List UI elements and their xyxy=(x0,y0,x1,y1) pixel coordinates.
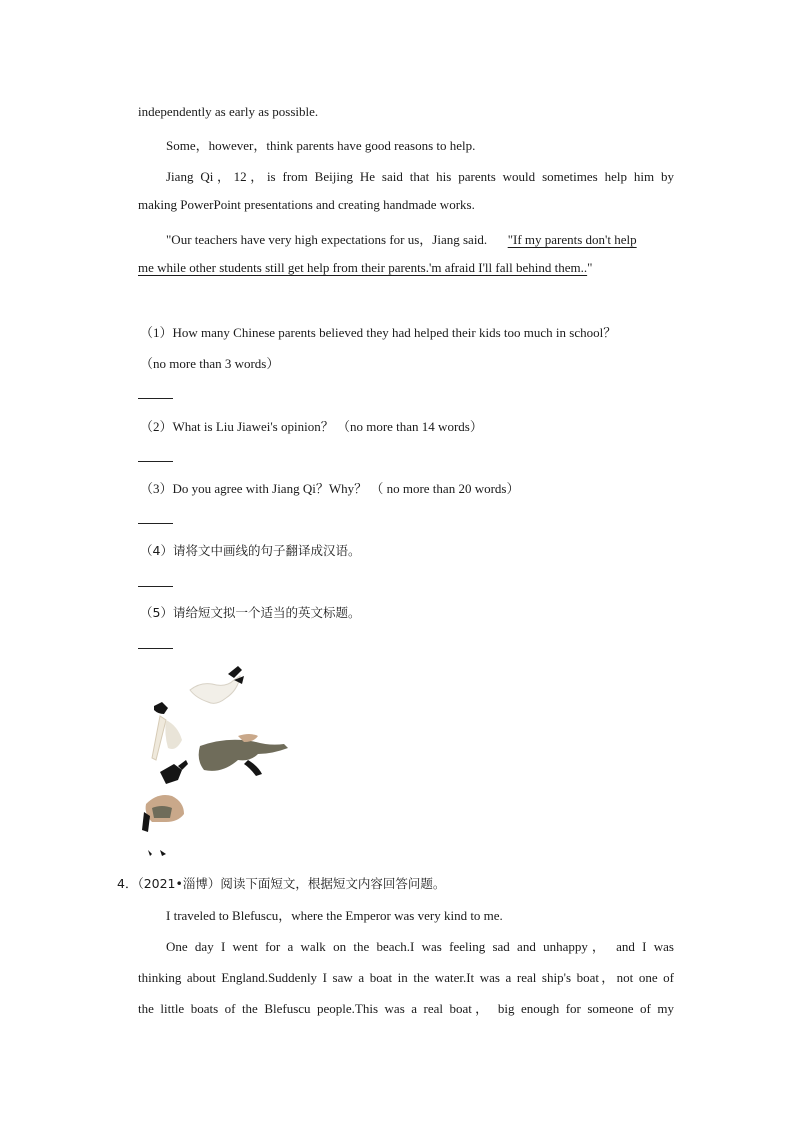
question-4-header: 4．（2021•淄博）阅读下面短文，根据短文内容回答问题。 xyxy=(117,876,446,891)
passage-text-line: I traveled to Blefuscu，where the Emperor was very kind to me. xyxy=(166,908,503,923)
passage-text-line: One day I went for a walk on the beach.I was feeling sad and unhappy， and I was xyxy=(166,939,674,954)
answer-blank[interactable] xyxy=(138,523,173,524)
answer-blank[interactable] xyxy=(138,461,173,462)
passage-text-line: independently as early as possible. xyxy=(138,104,319,119)
underlined-sentence: "If my parents don't help xyxy=(507,232,637,247)
quote-plain-text: "Our teachers have very high expectations for us，Jiang said. xyxy=(166,232,488,247)
passage-text-line: the little boats of the Blefuscu people.This was a real boat， big enough for someone of my xyxy=(138,1001,674,1016)
question-5: （5）请给短文拟一个适当的英文标题。 xyxy=(140,605,361,620)
helmet-figure xyxy=(142,795,184,832)
passage-text-line xyxy=(166,229,637,248)
answer-blank[interactable] xyxy=(138,398,173,399)
passage-text-line: thinking about England.Suddenly I saw a boat in the water.It was a real ship's boat，not one of xyxy=(138,970,674,985)
figure-illustration xyxy=(138,662,298,858)
quote-close: " xyxy=(587,260,593,275)
hat-figure xyxy=(160,760,188,784)
passage-text-line: Jiang Qi，12，is from Beijing He said that his parents would sometimes help him by xyxy=(166,169,674,184)
question-1-limit: （no more than 3 words） xyxy=(140,356,280,371)
question-4: （4）请将文中画线的句子翻译成汉语。 xyxy=(140,543,361,558)
question-1: （1）How many Chinese parents believed they had helped their kids too much in school？ xyxy=(140,325,617,340)
question-3: （3）Do you agree with Jiang Qi？Why？ （ no more than 20 words） xyxy=(140,481,520,496)
passage-text-line xyxy=(138,260,592,276)
left-figure xyxy=(152,702,182,760)
reaching-figure xyxy=(199,734,288,776)
underlined-sentence: me while other students still get help from their parents.'m afraid I'll fall behind them.. xyxy=(138,260,588,275)
question-2: （2）What is Liu Jiawei's opinion？ （no more than 14 words） xyxy=(140,419,483,434)
answer-blank[interactable] xyxy=(138,586,173,587)
feet-marks xyxy=(148,850,166,856)
answer-blank[interactable] xyxy=(138,648,173,649)
passage-text-line: Some，however，think parents have good reasons to help. xyxy=(166,138,476,153)
passage-text-line: making PowerPoint presentations and creating handmade works. xyxy=(138,197,475,212)
upper-figure xyxy=(190,666,244,703)
